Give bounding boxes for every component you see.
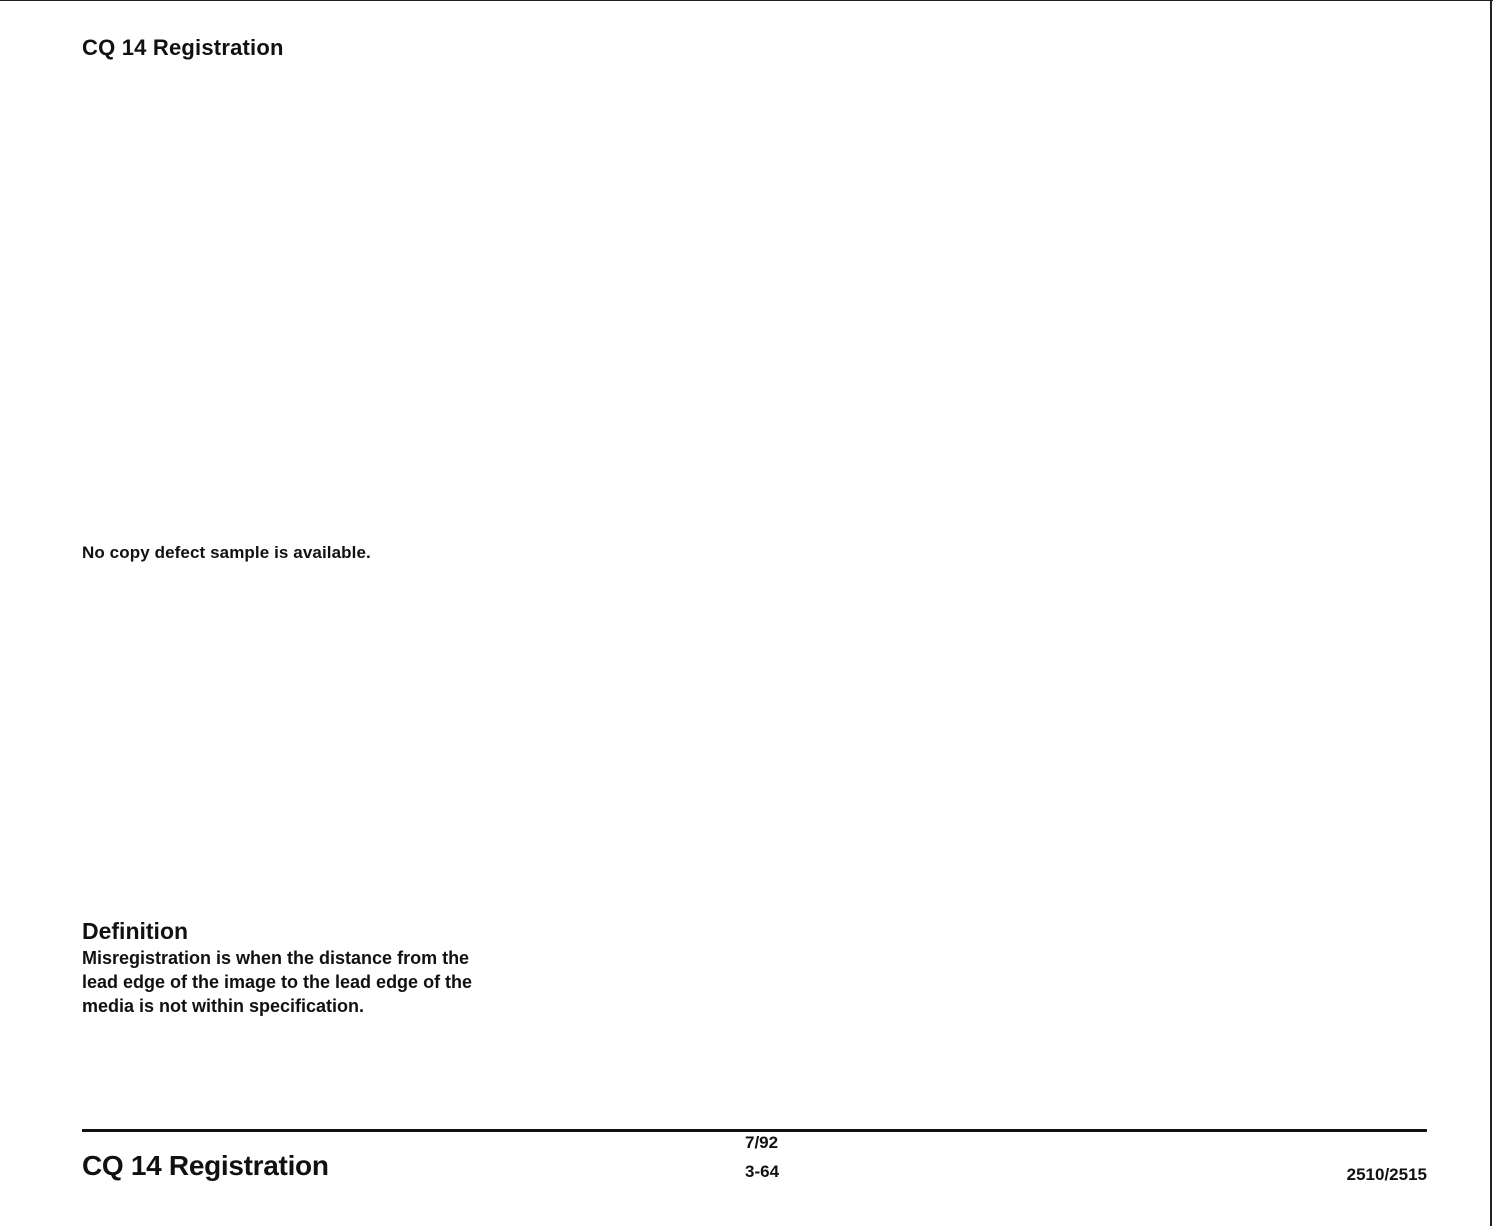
definition-heading: Definition — [82, 918, 189, 944]
footer-page-number: 3-64 — [745, 1162, 780, 1181]
footer-model: 2510/2515 — [1346, 1165, 1427, 1184]
footer-rule — [82, 1129, 1427, 1132]
definition-line: Misregistration is when the distance from the — [82, 948, 470, 968]
page-border-right — [1490, 0, 1492, 1226]
footer-date: 7/92 — [745, 1133, 779, 1152]
footer-title: CQ 14 Registration — [82, 1150, 329, 1181]
definition-line: media is not within specification. — [82, 996, 365, 1016]
definition-body — [82, 946, 512, 1018]
definition-line: lead edge of the image to the lead edge of the — [82, 972, 473, 992]
page-border-top — [0, 0, 1493, 1]
no-sample-notice: No copy defect sample is available. — [82, 543, 371, 562]
page-title: CQ 14 Registration — [82, 35, 284, 60]
